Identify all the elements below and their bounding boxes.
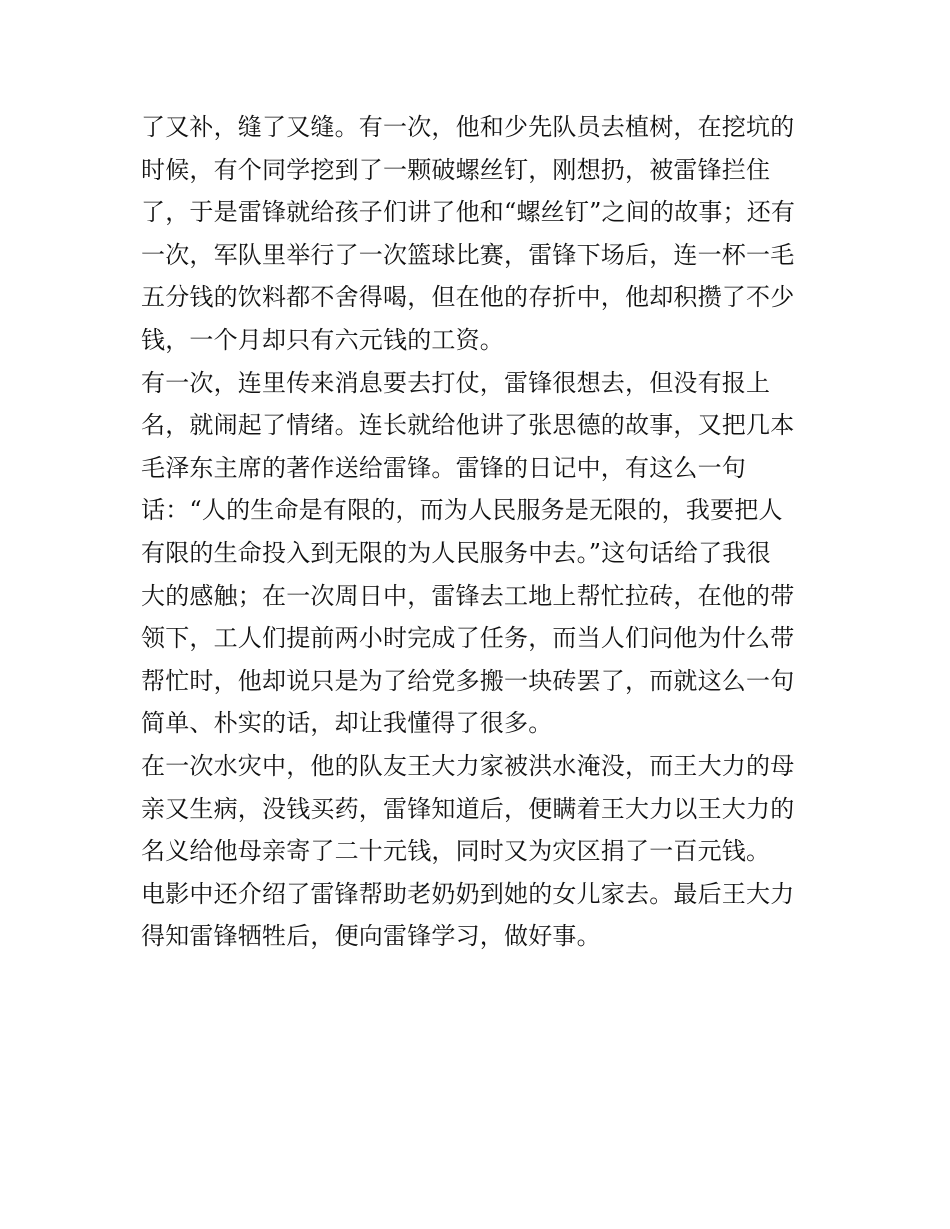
text-line: 一次，军队里举行了一次篮球比赛，雷锋下场后，连一杯一毛 [141, 240, 795, 269]
text-line: 钱，一个月却只有六元钱的工资。 [141, 325, 504, 354]
text-line: 帮忙时，他却说只是为了给党多搬一块砖罢了，而就这么一句 [141, 666, 795, 695]
text-line: 名义给他母亲寄了二十元钱，同时又为灾区捐了一百元钱。 [141, 837, 771, 866]
text-line: 有一次，连里传来消息要去打仗，雷锋很想去，但没有报上 [141, 368, 771, 397]
text-line: 时候，有个同学挖到了一颗破螺丝钉，刚想扔，被雷锋拦住 [141, 155, 771, 184]
paragraph-3 [141, 745, 821, 873]
text-line: 了又补，缝了又缝。有一次，他和少先队员去植树，在挖坑的 [141, 113, 795, 141]
text-line: 在一次水灾中，他的队友王大力家被洪水淹没，而王大力的母 [141, 751, 795, 780]
text-line: 了，于是雷锋就给孩子们讲了他和“螺丝钉”之间的故事；还有 [141, 198, 796, 227]
paragraph-1 [141, 106, 821, 362]
paragraph-2 [141, 362, 821, 745]
text-line: 简单、朴实的话，却让我懂得了很多。 [141, 709, 553, 738]
text-line: 五分钱的饮料都不舍得喝，但在他的存折中，他却积攒了不少 [141, 283, 795, 312]
paragraph-4 [141, 873, 821, 958]
text-line: 电影中还介绍了雷锋帮助老奶奶到她的女儿家去。最后王大力 [141, 879, 795, 908]
document-body [141, 106, 821, 958]
text-line: 得知雷锋牺牲后，便向雷锋学习，做好事。 [141, 922, 601, 951]
text-line: 有限的生命投入到无限的为人民服务中去。”这句话给了我很 [141, 538, 771, 567]
text-line: 名，就闹起了情绪。连长就给他讲了张思德的故事，又把几本 [141, 411, 795, 440]
text-line: 领下，工人们提前两小时完成了任务，而当人们问他为什么带 [141, 624, 795, 653]
text-line: 毛泽东主席的著作送给雷锋。雷锋的日记中，有这么一句 [141, 453, 746, 482]
text-line: 亲又生病，没钱买药，雷锋知道后，便瞒着王大力以王大力的 [141, 794, 795, 823]
text-line: 话：“人的生命是有限的，而为人民服务是无限的，我要把人 [141, 496, 783, 525]
text-line: 大的感触；在一次周日中，雷锋去工地上帮忙拉砖，在他的带 [141, 581, 795, 610]
